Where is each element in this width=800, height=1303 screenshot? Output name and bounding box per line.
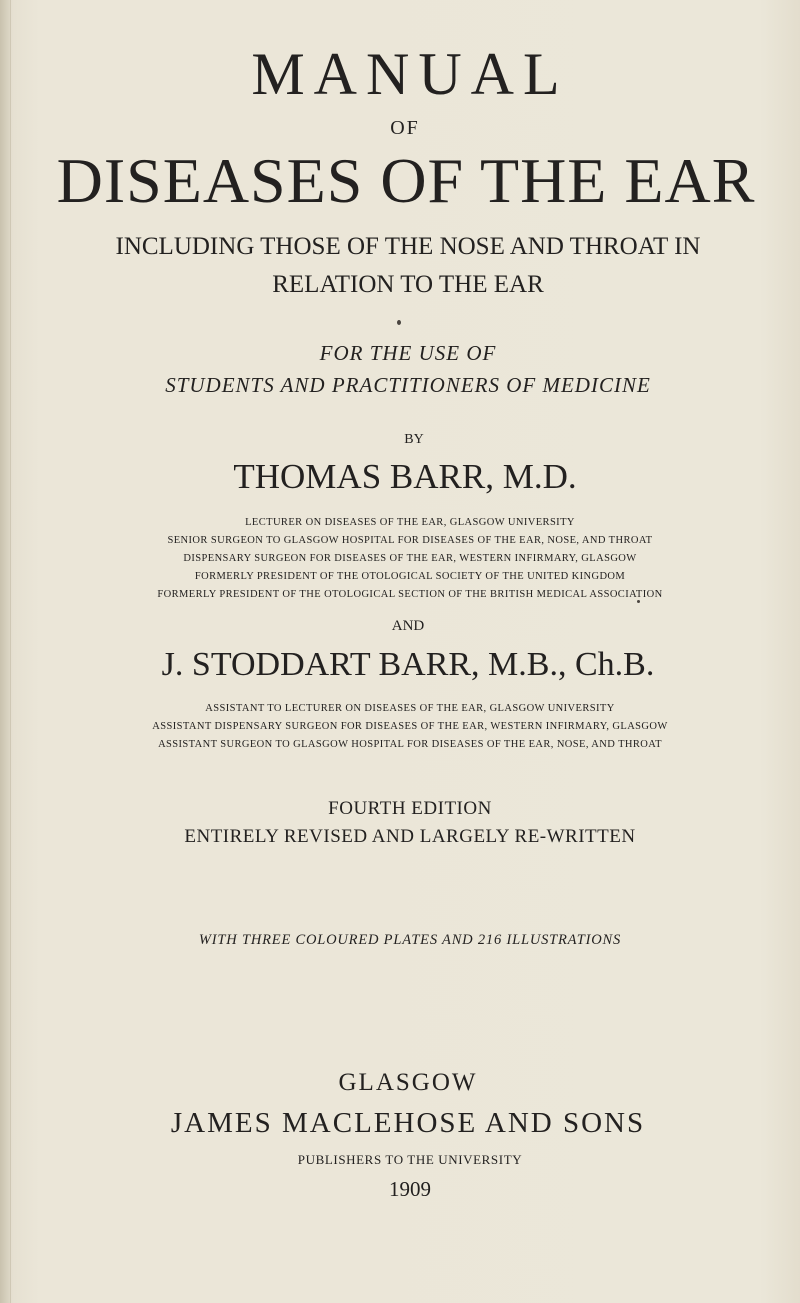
plates-note: WITH THREE COLOURED PLATES AND 216 ILLUSTRATIONS: [198, 932, 622, 948]
author-1-credential: SENIOR SURGEON TO GLASGOW HOSPITAL FOR DISEASES OF THE EAR, NOSE, AND THROAT: [167, 535, 653, 546]
imprint-publisher-description: PUBLISHERS TO THE UNIVERSITY: [297, 1152, 523, 1167]
title-manual: MANUAL: [251, 41, 569, 107]
author-1-name: THOMAS BARR, M.D.: [233, 457, 577, 496]
audience-line-1: FOR THE USE OF: [319, 341, 497, 365]
subtitle-line-1: INCLUDING THOSE OF THE NOSE AND THROAT IN: [115, 233, 701, 260]
paper-speck: [637, 600, 640, 603]
imprint-publisher: JAMES MACLEHOSE AND SONS: [170, 1107, 646, 1139]
edition: FOURTH EDITION: [328, 798, 492, 819]
author-1-credential: FORMERLY PRESIDENT OF THE OTOLOGICAL SECTION OF THE BRITISH MEDICAL ASSOCIATION: [157, 589, 663, 600]
subtitle-line-2: RELATION TO THE EAR: [272, 271, 544, 298]
author-2-credential: ASSISTANT TO LECTURER ON DISEASES OF THE EAR, GLASGOW UNIVERSITY: [205, 703, 615, 714]
author-2-credential: ASSISTANT SURGEON TO GLASGOW HOSPITAL FOR DISEASES OF THE EAR, NOSE, AND THROAT: [158, 739, 662, 750]
and-label: AND: [391, 618, 425, 634]
author-1-credential: FORMERLY PRESIDENT OF THE OTOLOGICAL SOCIETY OF THE UNITED KINGDOM: [194, 571, 626, 582]
imprint-year: 1909: [389, 1177, 431, 1201]
audience-line-2: STUDENTS AND PRACTITIONERS OF MEDICINE: [165, 373, 651, 397]
revision-note: ENTIRELY REVISED AND LARGELY RE-WRITTEN: [184, 826, 636, 847]
title-of: OF: [390, 117, 420, 139]
paper-speck: [397, 320, 401, 325]
author-2-name: J. STODDART BARR, M.B., Ch.B.: [161, 646, 655, 683]
author-1-credential: LECTURER ON DISEASES OF THE EAR, GLASGOW UNIVERSITY: [245, 517, 575, 528]
by-label: BY: [404, 432, 424, 447]
imprint-place: GLASGOW: [338, 1069, 478, 1096]
book-title: DISEASES OF THE EAR: [56, 145, 756, 216]
author-1-credential: DISPENSARY SURGEON FOR DISEASES OF THE EAR, WESTERN INFIRMARY, GLASGOW: [183, 553, 637, 564]
author-2-credential: ASSISTANT DISPENSARY SURGEON FOR DISEASES OF THE EAR, WESTERN INFIRMARY, GLASGOW: [152, 721, 668, 732]
